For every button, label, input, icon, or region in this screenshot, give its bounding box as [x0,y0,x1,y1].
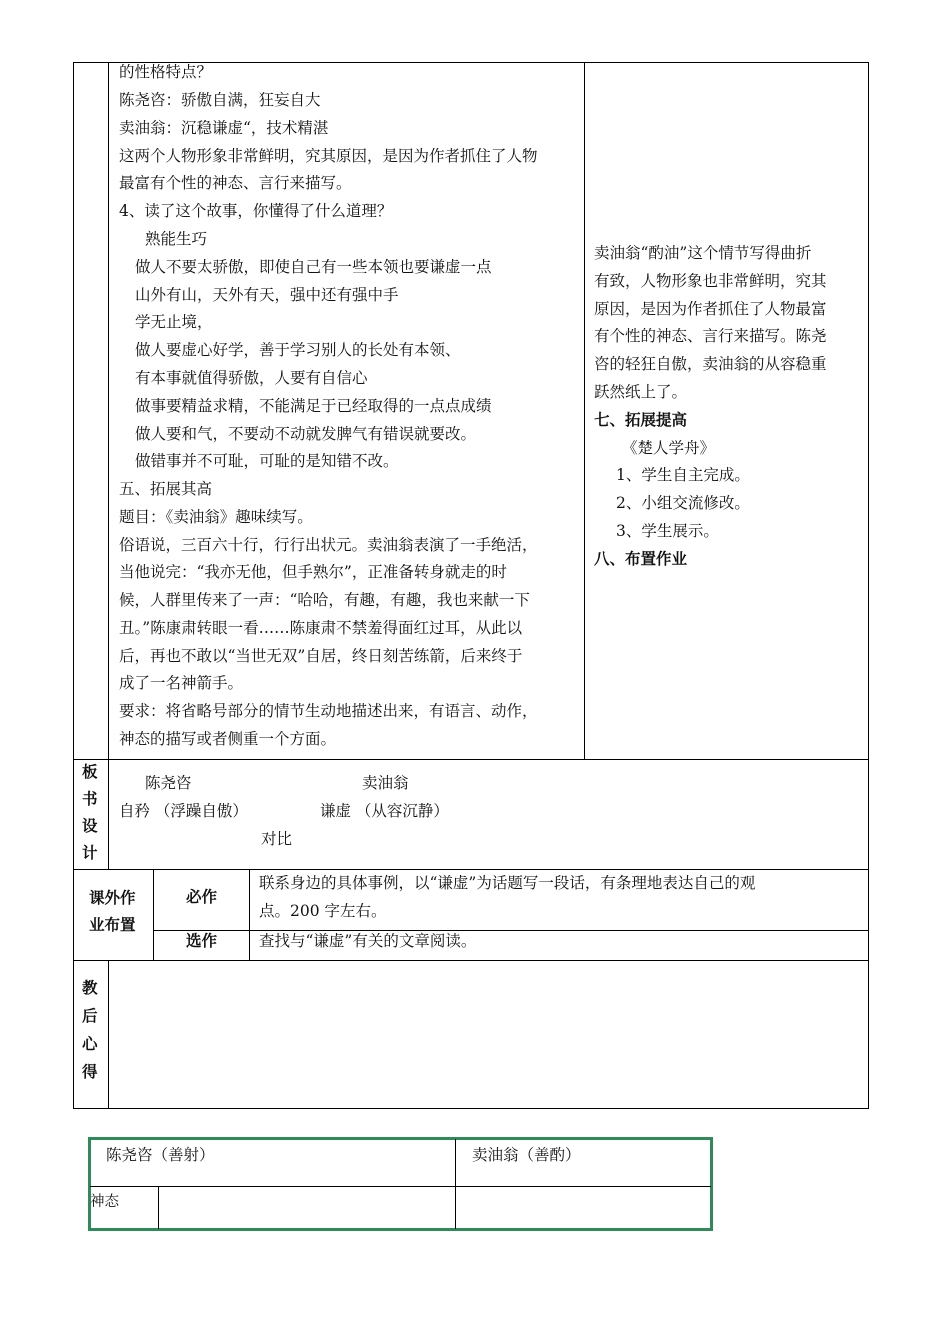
text-line: 题目：《卖油翁》趣味续写。 [119,508,313,526]
table-border-bottom [73,1108,869,1109]
homework-label: 课外作 [89,889,136,907]
optional-text: 查找与“谦虚”有关的文章阅读。 [259,932,477,950]
text-line: 成了一名神箭手。 [119,674,244,692]
section7-heading: 七、拓展提高 [594,411,688,429]
label-col-divider [108,62,109,759]
board-trait-left: 自矜 （浮躁自傲） [119,802,248,820]
text-line: 候，人群里传来了一声：“哈哈，有趣，有趣，我也来献一下 [119,591,530,609]
section7-item: 1、学生自主完成。 [616,466,750,484]
text-line: 4、读了这个故事，你懂得了什么道理？ [119,202,393,220]
text-line: 做人要和气，不要动不动就发脾气有错误就要改。 [135,425,477,443]
table-border-left [73,62,74,1109]
required-text: 联系身边的具体事例，以“谦虚”为话题写一段话，有条理地表达自己的观 [259,874,756,892]
section7-item: 《楚人学舟》 [622,439,716,457]
compare-row-label: 神态 [90,1194,119,1210]
reflection-label-char: 后 [82,1007,98,1025]
text-line: 卖油翁：沉稳谦虚“，技术精湛 [119,119,329,137]
text-line: 有本事就值得骄傲，人要有自信心 [135,369,368,387]
compare-cell-right[interactable] [457,1188,709,1228]
text-line: 做事要精益求精，不能满足于已经取得的一点点成绩 [135,397,492,415]
text-line: 做错事并不可耻，可耻的是知错不改。 [135,452,399,470]
reflection-label-char: 得 [82,1063,98,1081]
homework-type-divider [249,869,250,960]
text-line: 的性格特点？ [119,63,213,81]
reflection-label-char: 心 [82,1035,98,1053]
text-line: 陈尧咨：骄傲自满，狂妄自大 [119,91,321,109]
note-line: 咨的轻狂自傲，卖油翁的从容稳重 [594,355,827,373]
reflection-blank-area[interactable] [109,961,868,1108]
text-line: 做人不要太骄傲，即使自己有一些本领也要谦虚一点 [135,258,492,276]
homework-label: 业布置 [89,916,136,934]
row-divider-board [73,759,869,760]
note-line: 跃然纸上了。 [594,383,688,401]
note-line: 有个性的神态、言行来描写。陈尧 [594,327,827,345]
compare-border-bottom [88,1228,713,1231]
table-border-right [868,62,869,1109]
board-name-right: 卖油翁 [362,774,409,792]
text-line: 俗语说，三百六十行，行行出状元。卖油翁表演了一手绝活， [119,536,538,554]
required-label: 必作 [186,888,218,906]
row-divider-homework [73,869,869,870]
note-line: 原因，是因为作者抓住了人物最富 [594,300,827,318]
board-label-divider [108,759,109,869]
board-label-char: 板 [82,763,98,781]
text-line: 做人要虚心好学，善于学习别人的长处有本领、 [135,341,461,359]
compare-border-left [88,1137,91,1231]
text-line: 当他说完：“我亦无他，但手熟尔”，正准备转身就走的时 [119,563,507,581]
text-line: 要求：将省略号部分的情节生动地描述出来，有语言、动作， [119,702,538,720]
text-line: 学无止境， [135,313,213,331]
section8-heading: 八、布置作业 [594,550,688,568]
board-name-left: 陈尧咨 [145,774,192,792]
text-line: 最富有个性的神态、言行来描写。 [119,174,352,192]
note-line: 卖油翁“酌油”这个情节写得曲折 [594,244,812,262]
reflection-label-char: 教 [82,979,98,997]
compare-row-divider [90,1186,711,1187]
text-line: 神态的描写或者侧重一个方面。 [119,730,337,748]
section-heading: 五、拓展其高 [119,480,213,498]
text-line: 后，再也不敢以“当世无双”自居，终日刻苦练箭，后来终于 [119,647,523,665]
section7-item: 3、学生展示。 [616,522,719,540]
compare-border-right [710,1137,713,1231]
required-text: 点。200 字左右。 [259,902,387,920]
board-label-char: 设 [82,817,98,835]
section7-item: 2、小组交流修改。 [616,494,750,512]
notes-col-divider [584,62,585,759]
optional-label: 选作 [186,932,218,950]
compare-header-left: 陈尧咨（善射） [106,1146,215,1164]
compare-border-top [88,1137,713,1140]
text-line: 丑。”陈康肃转眼一看……陈康肃不禁羞得面红过耳，从此以 [119,619,523,637]
compare-label-divider [158,1186,159,1229]
text-line: 这两个人物形象非常鲜明，究其原因，是因为作者抓住了人物 [119,147,538,165]
board-contrast: 对比 [261,830,293,848]
text-line: 山外有山，天外有天，强中还有强中手 [135,286,399,304]
board-label-char: 计 [82,844,98,862]
text-line: 熟能生巧 [145,230,208,248]
note-line: 有致，人物形象也非常鲜明，究其 [594,272,827,290]
board-trait-right: 谦虚 （从容沉静） [320,802,449,820]
compare-cell-left[interactable] [160,1188,454,1228]
compare-header-right: 卖油翁（善酌） [472,1146,581,1164]
board-label-char: 书 [82,790,98,808]
compare-col-divider [455,1139,456,1229]
homework-label-divider [153,869,154,960]
